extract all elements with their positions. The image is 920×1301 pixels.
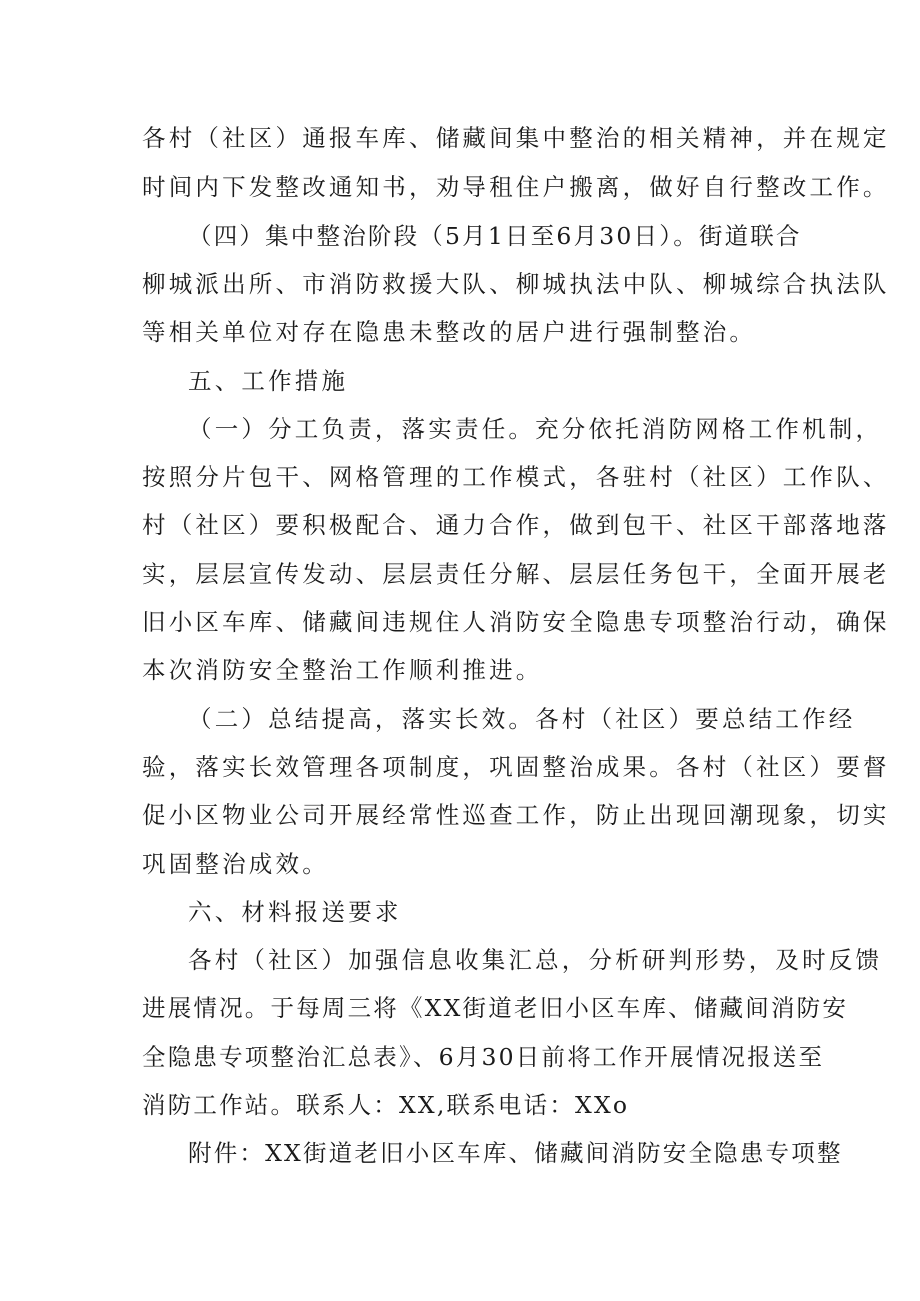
paragraph-line-7: （一）分工负责，落实责任。充分依托消防网格工作机制， — [188, 415, 883, 443]
paragraph-line-19: 进展情况。于每周三将《XX街道老旧小区车库、储藏间消防安 — [142, 994, 849, 1022]
paragraph-line-14: 验，落实长效管理各项制度，巩固整治成果。各村（社区）要督 — [142, 753, 890, 781]
paragraph-line-10: 实，层层宣传发动、层层责任分解、层层任务包干，全面开展老 — [142, 560, 890, 588]
paragraph-line-11: 旧小区车库、储藏间违规住人消防安全隐患专项整治行动，确保 — [142, 608, 890, 636]
paragraph-line-16: 巩固整治成效。 — [142, 850, 329, 878]
section-heading-5: 五、工作措施 — [188, 367, 349, 395]
paragraph-line-15: 促小区物业公司开展经常性巡查工作，防止出现回潮现象，切实 — [142, 801, 890, 829]
paragraph-line-2: 时间内下发整改通知书，劝导租住户搬离，做好自行整改工作。 — [142, 173, 890, 201]
paragraph-line-9: 村（社区）要积极配合、通力合作，做到包干、社区干部落地落 — [142, 511, 890, 539]
paragraph-line-18: 各村（社区）加强信息收集汇总，分析研判形势，及时反馈 — [188, 946, 883, 974]
paragraph-line-5: 等相关单位对存在隐患未整改的居户进行强制整治。 — [142, 318, 757, 346]
paragraph-line-8: 按照分片包干、网格管理的工作模式，各驻村（社区）工作队、 — [142, 463, 890, 491]
paragraph-line-3: （四）集中整治阶段（5月1日至6月30日）。街道联合 — [188, 222, 802, 250]
paragraph-line-12: 本次消防安全整治工作顺利推进。 — [142, 656, 543, 684]
paragraph-line-13: （二）总结提高，落实长效。各村（社区）要总结工作经 — [188, 705, 856, 733]
paragraph-line-20: 全隐患专项整治汇总表》、6月30日前将工作开展情况报送至 — [142, 1043, 825, 1071]
paragraph-line-21: 消防工作站。联系人：XX,联系电话：XXo — [142, 1091, 630, 1119]
paragraph-line-1: 各村（社区）通报车库、储藏间集中整治的相关精神，并在规定 — [142, 124, 890, 152]
paragraph-line-4: 柳城派出所、市消防救援大队、柳城执法中队、柳城综合执法队 — [142, 270, 890, 298]
attachment-line: 附件：XX街道老旧小区车库、储藏间消防安全隐患专项整 — [188, 1139, 843, 1167]
section-heading-6: 六、材料报送要求 — [188, 898, 402, 926]
